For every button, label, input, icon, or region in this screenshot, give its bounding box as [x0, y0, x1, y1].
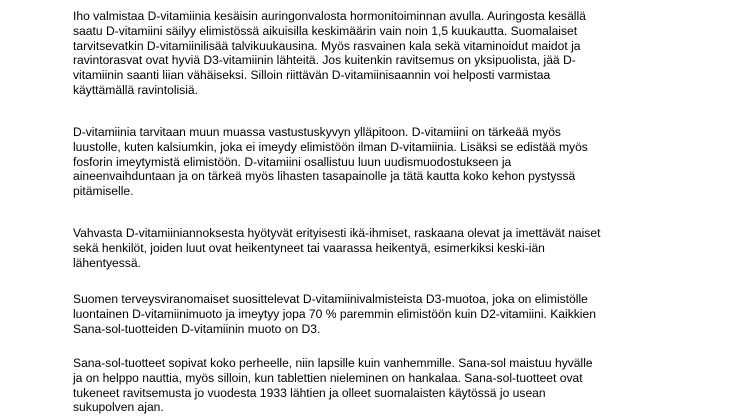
- paragraph-2: D-vitamiinia tarvitaan muun muassa vastustuskyvyn ylläpitoon. D-vitamiini on tärkeää myös luustolle, kuten kalsiumkin, joka ei imeydy elimistöön ilman D-vitamiinia. Lisäksi se edistää myös fosforin imeytymistä elimistöön. D-vitamiini osallistuu luun uudismuodostukseen ja aineenvaihduntaan ja on tärkeä myös lihasten tasapainolle ja tätä kautta koko kehon pystyssä pitämiselle.: [73, 125, 588, 199]
- paragraph-4: Suomen terveysviranomaiset suosittelevat D-vitamiinivalmisteista D3-muotoa, joka on elimistölle luontainen D-vitamiinimuoto ja imeytyy jopa 70 % paremmin elimistöön kuin D2-vitamiini. Kaikkien Sana-sol-tuotteiden D-vitamiinin muoto on D3.: [73, 292, 596, 336]
- paragraph-5: Sana-sol-tuotteet sopivat koko perheelle, niin lapsille kuin vanhemmille. Sana-sol maistuu hyvälle ja on helppo nauttia, myös silloin, kun tablettien nieleminen on hankalaa. Sana-sol-tuotteet ovat tukeneet ravitsemusta jo vuodesta 1933 lähtien ja olleet suomalaisten käytössä jo usean sukupolven ajan.: [73, 356, 593, 415]
- paragraph-1: Iho valmistaa D-vitamiinia kesäisin auringonvalosta hormonitoiminnan avulla. Auringosta kesällä saatu D-vitamiini säilyy elimistössä aikuisilla keskimäärin vain noin 1,5 kuukautta. Suomalaiset tarvitsevatkin D-vitamiinilisää talvikuukausina. Myös rasvainen kala sekä vitaminoidut maidot ja ravintorasvat ovat hyviä D3-vitamiinin lähteitä. Jos kuitenkin ravitsemus on yksipuolista, jää D- vitamiinin saanti liian vähäiseksi. Silloin riittävän D-vitamiinisaannin voi helposti varmistaa käyttämällä ravintolisiä.: [73, 9, 586, 97]
- paragraph-3: Vahvasta D-vitamiiniannoksesta hyötyvät erityisesti ikä-ihmiset, raskaana olevat ja imettävät naiset sekä henkilöt, joiden luut ovat heikentyneet tai vaarassa heikentyä, esimerkiksi keski-iän lähentyessä.: [73, 226, 601, 270]
